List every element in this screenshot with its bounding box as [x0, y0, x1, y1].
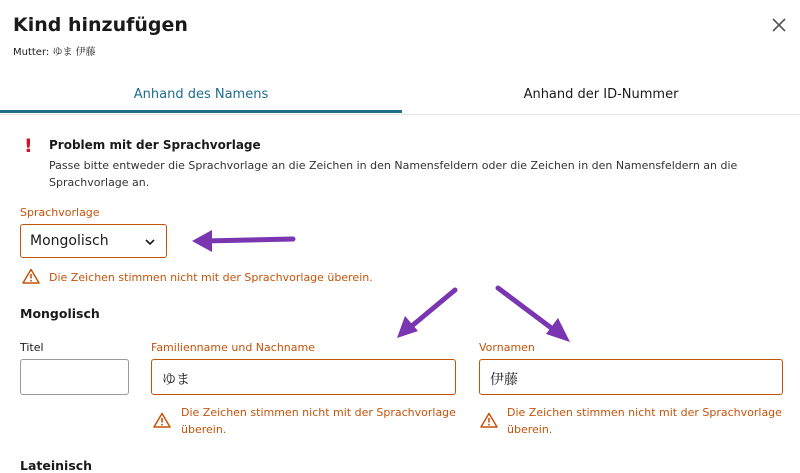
dialog-title: Kind hinzufügen [13, 14, 188, 36]
tab-by-name[interactable]: Anhand des Namens [0, 78, 402, 113]
arrow-to-template-select [204, 239, 293, 241]
close-icon[interactable] [768, 14, 790, 36]
template-label: Sprachvorlage [20, 206, 100, 219]
template-select-value: Mongolisch [30, 233, 109, 249]
given-names-error: Die Zeichen stimmen nicht mit der Sprachvorlage überein. [507, 406, 782, 436]
arrow-to-given-names-input [498, 288, 558, 333]
warning-icon [22, 268, 40, 284]
arrowhead-surname [397, 316, 418, 338]
template-error: Die Zeichen stimmen nicht mit der Sprachvorlage überein. [49, 271, 373, 284]
template-select[interactable] [20, 224, 167, 258]
tab-bar [0, 78, 800, 115]
problem-text: Passe bitte entweder die Sprachvorlage an die Zeichen in den Namensfeldern oder die Zeichen in den Namensfeldern an die Sprachvorlage an. [49, 159, 738, 189]
section-heading-latin: Lateinisch [20, 458, 93, 473]
arrowhead-template [192, 230, 212, 252]
surname-field-label: Familienname und Nachname [151, 341, 315, 354]
given-names-input-value: 伊藤 [490, 372, 518, 388]
alert-icon: ! [24, 135, 33, 157]
warning-icon [480, 412, 498, 428]
given-names-input[interactable] [479, 359, 783, 395]
section-heading-mongolian: Mongolisch [20, 306, 100, 321]
tab-by-id-number[interactable]: Anhand der ID-Nummer [523, 87, 679, 102]
arrowhead-given-names [546, 318, 570, 342]
given-names-field-label: Vornamen [479, 341, 535, 354]
title-field-label: Titel [20, 341, 44, 354]
surname-error: Die Zeichen stimmen nicht mit der Sprachvorlage überein. [181, 406, 456, 436]
chevron-down-icon [144, 236, 156, 248]
arrow-to-surname-input [407, 290, 455, 330]
dialog-subtitle: Mutter: ゆま 伊藤 [13, 47, 96, 58]
warning-icon [153, 412, 171, 428]
surname-input-value: ゆま [162, 372, 190, 388]
surname-input[interactable] [151, 359, 456, 395]
title-input[interactable] [20, 359, 129, 395]
problem-title: Problem mit der Sprachvorlage [49, 138, 261, 152]
